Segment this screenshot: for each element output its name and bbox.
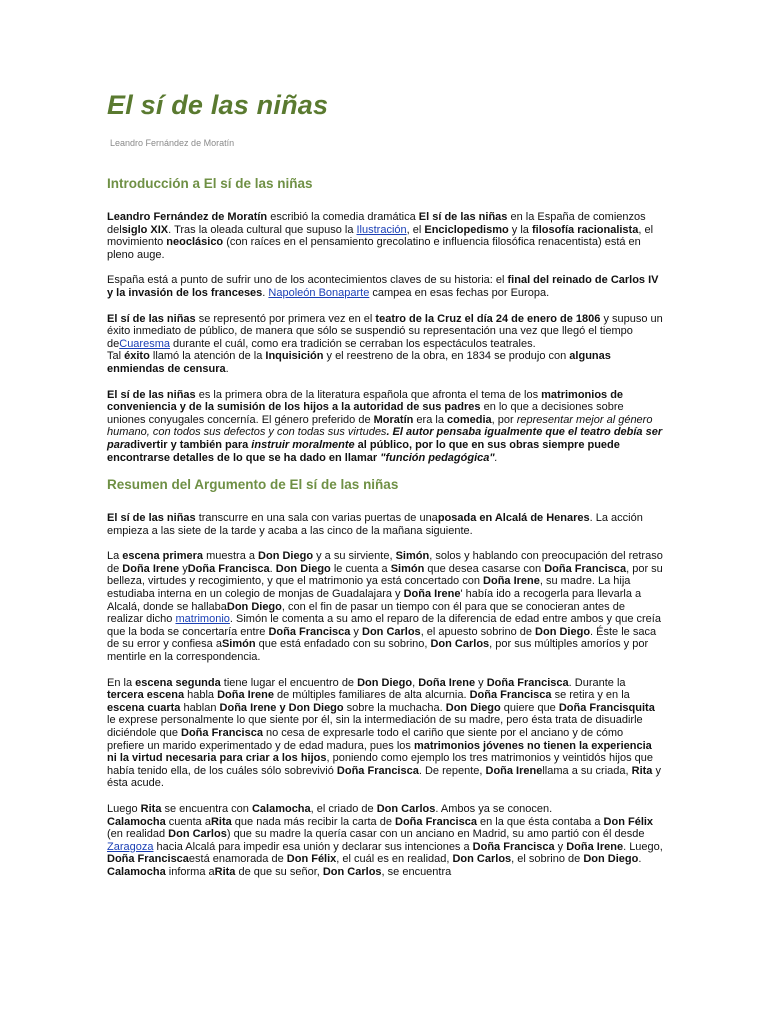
paragraph-summary-3: En la escena segunda tiene lugar el encuentro de Don Diego, Doña Irene y Doña Francisca. Durante la tercera escena habla Doña Irene de múltiples familiares de alta alcurnia. Doña Francisca se retira y en la escena cuarta hablan Doña Irene y Don Diego sobre la muchacha. Don Diego quiere que Doña Francisquita le exprese personalmente lo que siente por él, sin la intermediación de su madre, pero ésta trata de disuadirle diciéndole que Doña Francisca no cesa de expresarle todo el cariño que siente por el anciano y de cómo prefiere un marido experimentado y de edad madura, pues los matrimonios jóvenes no tienen la experiencia ni la virtud necesaria para criar a los hijos, poniendo como ejemplo los tres matrimonios y veintidós hijos que había tenido ella, de los cuáles sólo sobrevivió Doña Francisca. De repente, Doña Irenellama a su criada, Rita y ésta acude. <box>107 676 661 790</box>
paragraph-summary-2: La escena primera muestra a Don Diego y a su sirviente, Simón, solos y hablando con preocupación del retraso de Doña Irene yDoña Francisca. Don Diego le cuenta a Simón que desea casarse con Doña Francisca, por su belleza, virtudes y recogimiento, y que el matrimonio ya está concertado con Doña Irene, su madre. La hija estudiaba interna en un colegio de monjas de Guadalajara y Doña Irene' había ido a recogerla para llevarla a Alcalá, donde se hallabaDon Diego, con el fin de pasar un tiempo con él para que se conocieran antes de realizar dicho matrimonio. Simón le comenta a su amo el reparo de la diferencia de edad entre ambos y que creía que la boda se concertaría entre Doña Francisca y Don Carlos, el apuesto sobrino de Don Diego. Éste le saca de su error y confiesa aSimón que está enfadado con su sobrino, Don Carlos, por sus múltiples amoríos y por mentirle en la correspondencia. <box>107 550 663 664</box>
link-cuaresma[interactable]: Cuaresma <box>119 337 170 350</box>
paragraph-intro-3: El sí de las niñas se representó por primera vez en el teatro de la Cruz el día 24 de enero de 1806 y supuso un éxito inmediato de público, de manera que sólo se suspendió su representación una vez que llegó el tiempo deCuaresma durante el cuál, como era tradición se cerraban los espectáculos teatrales. Tal éxito llamó la atención de la Inquisición y el reestreno de la obra, en 1834 se produjo con algunas enmiendas de censura. <box>107 312 663 375</box>
section-heading-intro: Introducción a El sí de las niñas <box>107 176 313 191</box>
paragraph-intro-4: El sí de las niñas es la primera obra de la literatura española que afronta el tema de los matrimonios de conveniencia y de la sumisión de los hijos a la autoridad de sus padres en lo que a decisiones sobre uniones conyugales concernía. El género preferido de Moratín era la comedia, por representar mejor al género humano, con todos sus defectos y con todas sus virtudes. El autor pensaba igualmente que el teatro debía ser paradivertir y también para instruir moralmente al público, por lo que en sus obras siempre puede encontrarse detalles de lo que se ha dado en llamar "función pedagógica". <box>107 388 663 464</box>
document-page <box>107 88 663 879</box>
link-ilustracion[interactable]: Ilustración <box>356 223 407 236</box>
link-napoleon-bonaparte[interactable]: Napoleón Bonaparte <box>268 286 370 299</box>
paragraph-intro-1: Leandro Fernández de Moratín escribió la comedia dramática El sí de las niñas en la España de comienzos delsiglo XIX. Tras la oleada cultural que supuso la Ilustración, el Enciclopedismo y la filosofía racionalista, el movimiento neoclásico (con raíces en el pensamiento grecolatino e influencia filosófica renacentista) está en pleno auge. <box>107 211 654 261</box>
author-byline: Leandro Fernández de Moratín <box>110 138 235 148</box>
link-zaragoza[interactable]: Zaragoza <box>107 840 154 853</box>
paragraph-summary-4: Luego Rita se encuentra con Calamocha, el criado de Don Carlos. Ambos ya se conocen. Calamocha cuenta aRita que nada más recibir la carta de Doña Francisca en la que ésta contaba a Don Félix (en realidad Don Carlos) que su madre la quería casar con un anciano en Madrid, su amo partió con él desde Zaragoza hacia Alcalá para impedir esa unión y declarar sus intenciones a Doña Francisca y Doña Irene. Luego, Doña Franciscaestá enamorada de Don Félix, el cuál es en realidad, Don Carlos, el sobrino de Don Diego. Calamocha informa aRita de que su señor, Don Carlos, se encuentra <box>107 802 663 878</box>
paragraph-summary-1: El sí de las niñas transcurre en una sala con varias puertas de unaposada en Alcalá de Henares. La acción empieza a las siete de la tarde y acaba a las cinco de la mañana siguiente. <box>107 512 643 537</box>
link-matrimonio[interactable]: matrimonio <box>175 613 230 626</box>
paragraph-intro-2: España está a punto de sufrir uno de los acontecimientos claves de su historia: el final del reinado de Carlos IV y la invasión de los franceses. Napoleón Bonaparte campea en esas fechas por Europa. <box>107 274 659 299</box>
page-title: El sí de las niñas <box>107 90 329 120</box>
section-heading-summary: Resumen del Argumento de El sí de las niñas <box>107 477 399 493</box>
